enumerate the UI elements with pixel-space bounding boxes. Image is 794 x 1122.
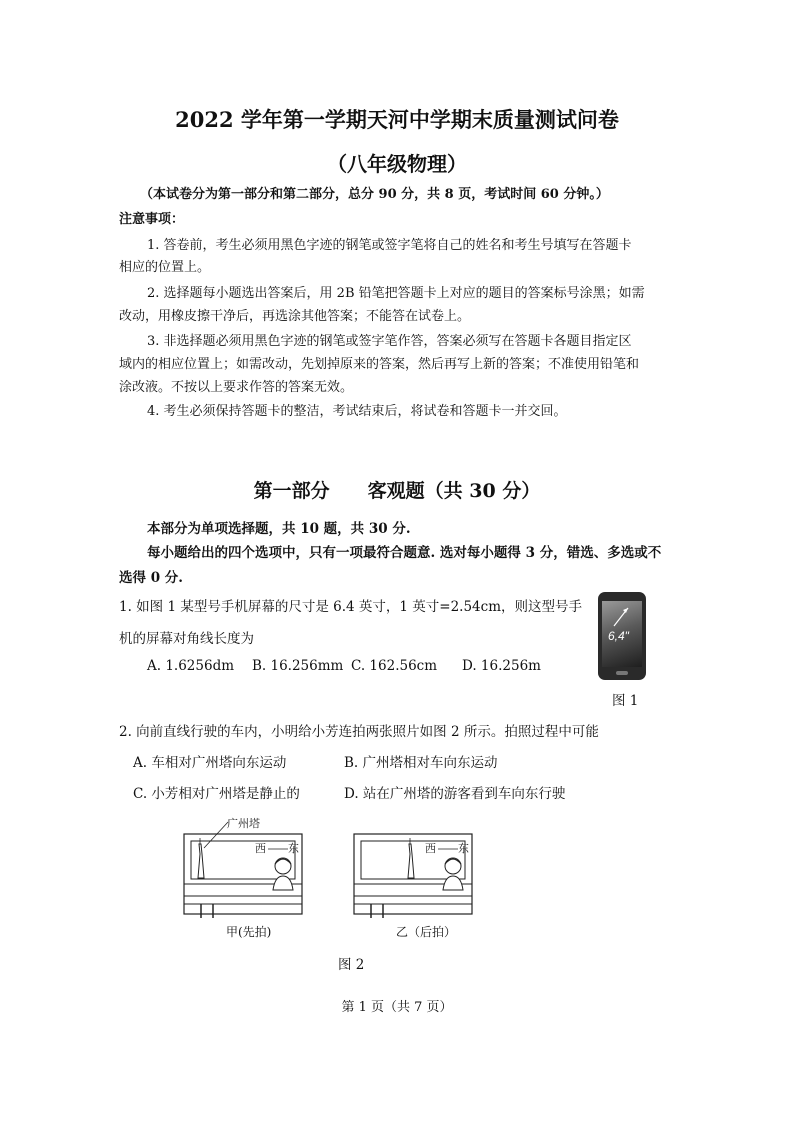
section-intro: 每小题给出的四个选项中，只有一项最符合题意. 选对每小题得 3 分，错选、多选或不 xyxy=(147,545,662,561)
note-line: 相应的位置上。 xyxy=(119,260,211,275)
west-label: 西 xyxy=(425,842,436,855)
phone-illustration xyxy=(598,592,646,680)
exam-subtitle: （八年级物理） xyxy=(327,152,467,176)
q1-option-d: D. 16.256m xyxy=(462,658,541,674)
note-line: 涂改液。不按以上要求作答的答案无效。 xyxy=(119,380,354,395)
page-footer: 第 1 页（共 7 页） xyxy=(341,1000,453,1015)
q1-option-b: B. 16.256mm xyxy=(252,658,344,674)
east-label: 东 xyxy=(288,842,299,855)
photo-a-caption: 甲(先拍) xyxy=(226,925,272,939)
q1-option-a: A. 1.6256dm xyxy=(147,658,235,674)
section-intro: 本部分为单项选择题，共 10 题，共 30 分. xyxy=(147,521,411,537)
q1-stem: 1. 如图 1 某型号手机屏幕的尺寸是 6.4 英寸，1 英寸=2.54cm，则这型号手 xyxy=(119,599,583,615)
q2-option-c: C. 小芳相对广州塔是静止的 xyxy=(133,786,300,802)
tower-label: 广州塔 xyxy=(227,817,260,830)
q2-option-d: D. 站在广州塔的游客看到车向东行驶 xyxy=(344,786,566,802)
figure-1-label: 图 1 xyxy=(612,693,639,709)
section-intro: 选得 0 分. xyxy=(119,570,183,586)
exam-info: （本试卷分为第一部分和第二部分，总分 90 分，共 8 页，考试时间 60 分钟。） xyxy=(140,187,609,202)
diagonal-arrow-icon xyxy=(612,606,630,628)
phone-home-button xyxy=(616,671,628,675)
figure-2-label: 图 2 xyxy=(338,957,365,973)
photo-b-caption: 乙（后拍） xyxy=(396,925,457,939)
photo-a-illustration xyxy=(183,814,305,920)
q1-stem: 机的屏幕对角线长度为 xyxy=(119,631,254,647)
exam-title: 2022 学年第一学期天河中学期末质量测试问卷 xyxy=(175,107,619,132)
east-label: 东 xyxy=(458,842,469,855)
note-line: 域内的相应位置上；如需改动，先划掉原来的答案，然后再写上新的答案；不准使用铅笔和 xyxy=(119,357,640,372)
note-line: 3. 非选择题必须用黑色字迹的钢笔或签字笔作答，答案必须写在答题卡各题目指定区 xyxy=(147,334,632,349)
phone-size-label: 6,4" xyxy=(608,629,629,643)
note-line: 2. 选择题每小题选出答案后，用 2B 铅笔把答题卡上对应的题目的答案标号涂黑；如需 xyxy=(147,286,645,301)
west-label: 西 xyxy=(255,842,266,855)
note-line: 4. 考生必须保持答题卡的整洁，考试结束后，将试卷和答题卡一并交回。 xyxy=(147,404,567,419)
q2-stem: 2. 向前直线行驶的车内，小明给小芳连拍两张照片如图 2 所示。拍照过程中可能 xyxy=(119,724,599,740)
photo-b-illustration xyxy=(353,814,475,920)
q1-option-c: C. 162.56cm xyxy=(351,658,438,674)
section-title: 第一部分 客观题（共 30 分） xyxy=(253,480,541,502)
note-line: 改动，用橡皮擦干净后，再选涂其他答案；不能答在试卷上。 xyxy=(119,309,471,324)
q2-option-b: B. 广州塔相对车向东运动 xyxy=(344,755,498,771)
note-line: 1. 答卷前，考生必须用黑色字迹的钢笔或签字笔将自己的姓名和考生号填写在答题卡 xyxy=(147,238,632,253)
q2-option-a: A. 车相对广州塔向东运动 xyxy=(133,755,287,771)
notes-heading: 注意事项： xyxy=(119,212,185,227)
